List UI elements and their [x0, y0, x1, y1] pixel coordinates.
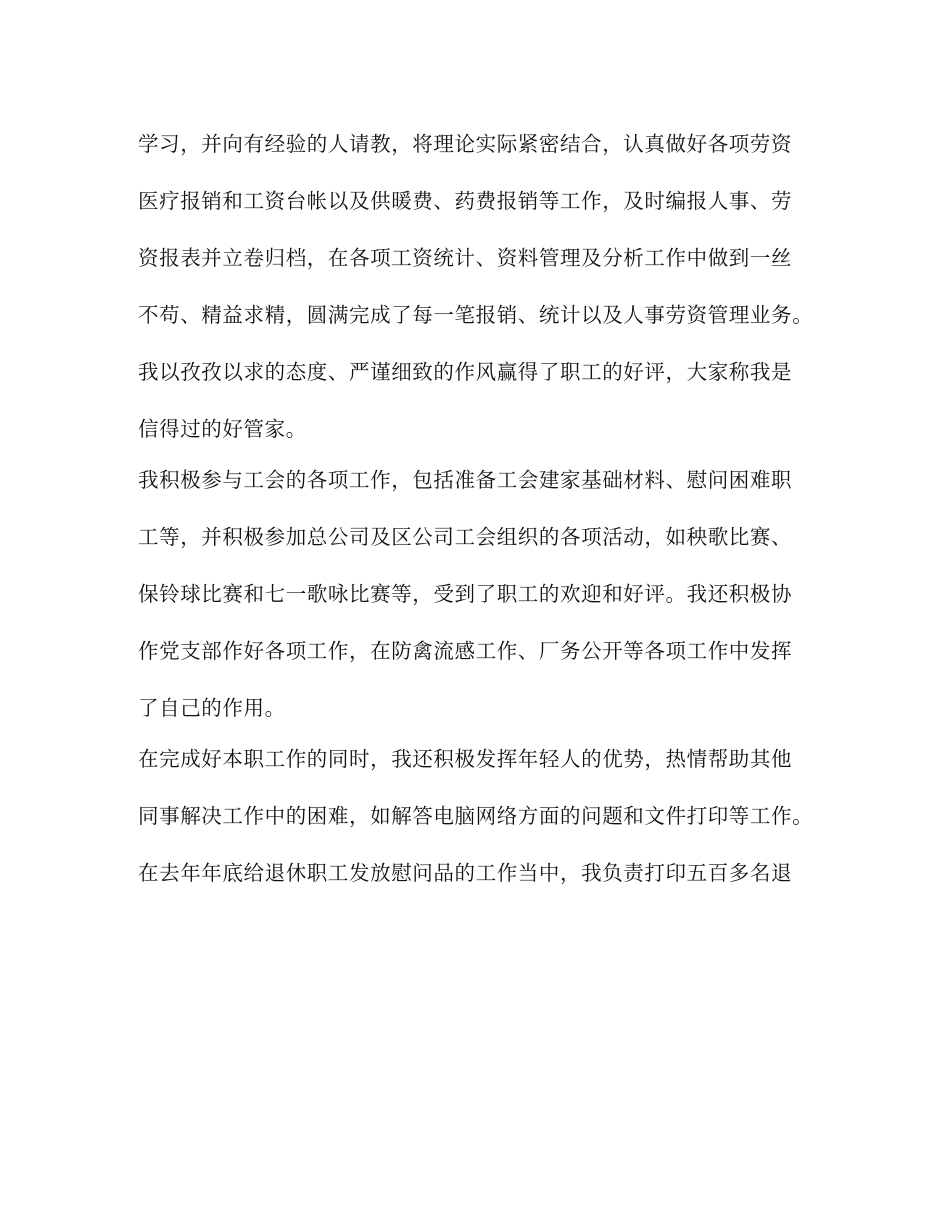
text-line: 学习，并向有经验的人请教，将理论实际紧密结合，认真做好各项劳资 — [138, 132, 793, 156]
text-line: 工等，并积极参加总公司及区公司工会组织的各项活动，如秧歌比赛、 — [138, 525, 793, 550]
text-line: 同事解决工作中的困难，如解答电脑网络方面的问题和文件打印等工作。 — [138, 803, 814, 828]
text-line: 我以孜孜以求的态度、严谨细致的作风赢得了职工的好评，大家称我是 — [138, 360, 793, 385]
text-line: 在完成好本职工作的同时，我还积极发挥年轻人的优势，热情帮助其他 — [138, 746, 793, 771]
text-line: 作党支部作好各项工作，在防禽流感工作、厂务公开等各项工作中发挥 — [138, 639, 793, 664]
paragraph — [138, 738, 838, 909]
text-line: 保铃球比赛和七一歌咏比赛等，受到了职工的欢迎和好评。我还积极协 — [138, 582, 793, 607]
text-line: 我积极参与工会的各项工作，包括准备工会建家基础材料、慰问困难职 — [138, 467, 793, 492]
text-line: 资报表并立卷归档，在各项工资统计、资料管理及分析工作中做到一丝 — [138, 246, 793, 271]
text-line: 信得过的好管家。 — [138, 417, 307, 442]
text-line: 在去年年底给退休职工发放慰问品的工作当中，我负责打印五百多名退 — [138, 861, 793, 886]
paragraph — [138, 123, 838, 459]
document-body — [138, 123, 838, 909]
paragraph — [138, 459, 838, 738]
text-line: 不苟、精益求精，圆满完成了每一笔报销、统计以及人事劳资管理业务。 — [138, 303, 814, 328]
text-line: 医疗报销和工资台帐以及供暖费、药费报销等工作，及时编报人事、劳 — [138, 189, 793, 214]
text-line: 了自己的作用。 — [138, 696, 286, 721]
